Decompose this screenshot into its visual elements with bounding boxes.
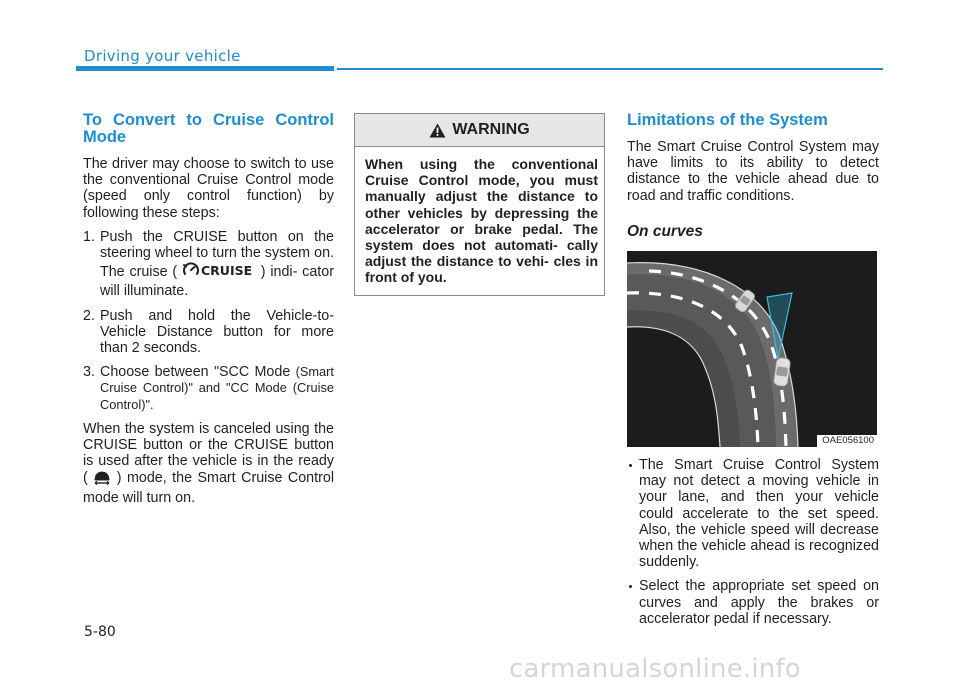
step-text: Push and hold the Vehicle-to- Vehicle Distance button for more than 2 seconds.	[100, 307, 334, 357]
figure-code: OAE056100	[817, 435, 877, 447]
warning-header	[355, 114, 604, 147]
cruise-indicator-icon	[182, 261, 256, 283]
bullet-item: Select the appropriate set speed on curves and apply the brakes or accelerator pedal if necessary.	[627, 578, 879, 627]
convert-section	[83, 112, 334, 514]
step-number: 1.	[83, 228, 95, 245]
convert-intro: The driver may choose to switch to use the conventional Cruise Control mode (speed only control function) by following these steps:	[83, 156, 334, 221]
limitations-intro: The Smart Cruise Control System may have limits to its ability to detect distance to the vehicle ahead due to road and traffic conditions.	[627, 139, 879, 204]
limitations-heading: Limitations of the System	[627, 111, 828, 129]
header-rule	[337, 68, 883, 70]
limitations-bullets	[627, 457, 879, 627]
closing-text-after-icon: ) mode, the Smart Cruise Control mode will turn on.	[83, 470, 334, 506]
convert-closing	[83, 421, 334, 506]
section-title: Driving your vehicle	[84, 47, 241, 65]
closing-text-before-icon: When the system is canceled using the CRUISE button or the CRUISE button is used after the vehicle is in the ready (	[83, 420, 334, 487]
limitations-section	[627, 112, 879, 635]
convert-heading: To Convert to Cruise Control Mode	[83, 111, 334, 146]
header-accent-bar	[76, 66, 334, 71]
warning-text: When using the conventional Cruise Control mode, you must manually adjust the distance to other vehicles by depressing the accelerator or brake pedal. The system does not automati- cally adjust the distance to vehi- cles in front of you.	[365, 156, 598, 286]
step-item	[83, 229, 334, 300]
step-item	[83, 364, 334, 413]
step-number: 3.	[83, 364, 95, 381]
bullet-item: The Smart Cruise Control System may not detect a moving vehicle in your lane, and then your vehicle could accelerate to the set speed. Also, the vehicle speed will decrease when the vehicle ahead is recognized suddenly.	[627, 457, 879, 570]
curve-road-image	[627, 251, 877, 447]
warning-triangle-icon	[429, 123, 446, 138]
convert-steps	[83, 229, 334, 413]
warning-box	[354, 113, 605, 296]
page-number: 5-80	[84, 624, 116, 640]
step-text-small: (Smart Cruise Control)" and "CC Mode (Cruise Control)".	[100, 364, 334, 412]
cruise-icon-label: CRUISE	[200, 263, 253, 279]
step-text: Choose between "SCC Mode	[100, 364, 291, 381]
ready-indicator-icon	[93, 469, 111, 489]
step-text-before-icon: Push the CRUISE button on the steering wheel to turn the system on. The cruise (	[100, 228, 334, 281]
step-item	[83, 308, 334, 357]
curves-subheading: On curves	[627, 222, 703, 240]
step-text-after-icon: ) indi- cator will illuminate.	[100, 264, 334, 300]
step-number: 2.	[83, 307, 95, 324]
curve-illustration	[627, 251, 877, 447]
warning-title: WARNING	[452, 121, 530, 138]
watermark: carmanualsonline.info	[509, 654, 801, 684]
